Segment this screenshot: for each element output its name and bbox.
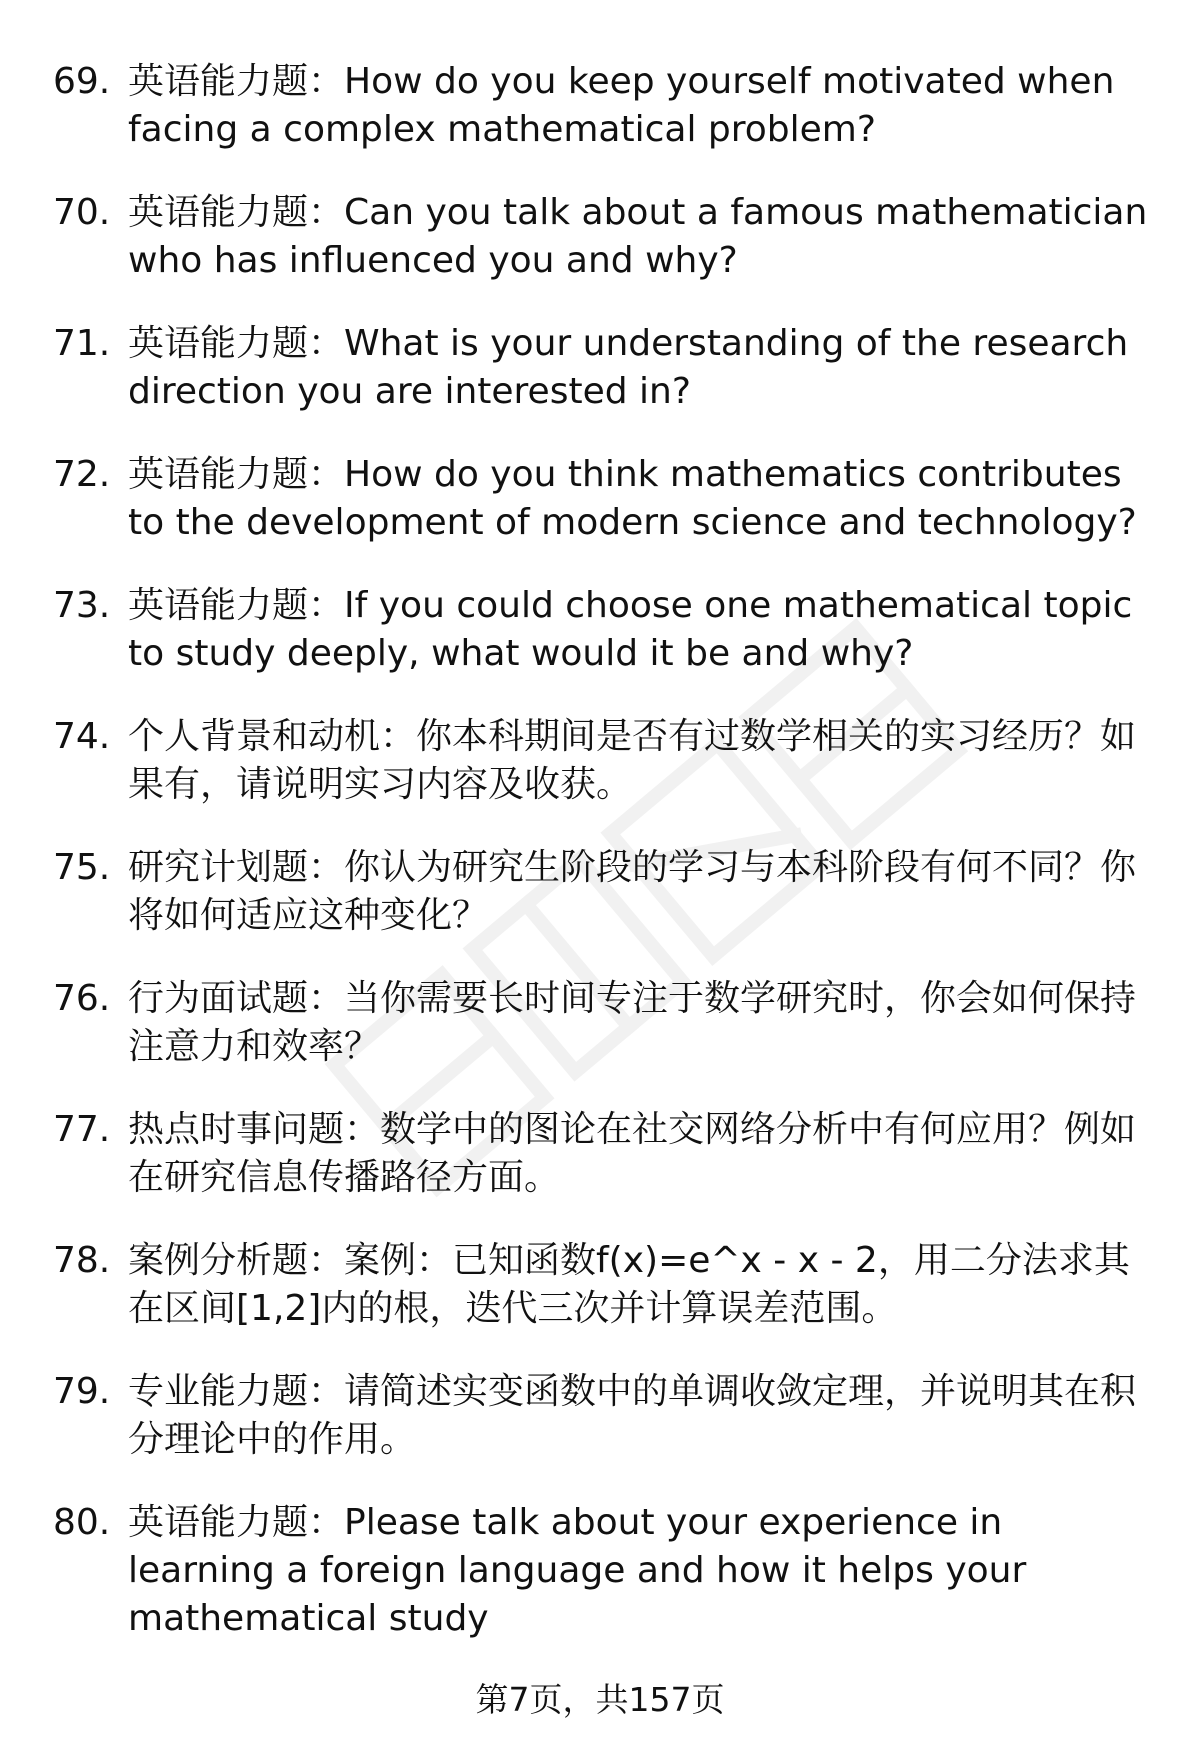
question-item-72 [0,451,1200,547]
question-text: 研究计划题：你认为研究生阶段的学习与本科阶段有何不同？你将如何适应这种变化？ [128,847,1137,936]
question-text: 英语能力题：Can you talk about a famous mathematician who has influenced you and why? [128,192,1148,281]
question-text: 英语能力题：Please talk about your experience in learning a foreign language and how it helps your mathematical study [128,1502,1027,1639]
question-item-80 [0,1499,1200,1643]
question-number: 76. [53,978,111,1019]
question-text: 案例分析题：案例：已知函数f(x)=e^x - x - 2，用二分法求其在区间[1,2]内的根，迭代三次并计算误差范围。 [128,1240,1130,1329]
question-text: 热点时事问题：数学中的图论在社交网络分析中有何应用？例如在研究信息传播路径方面。 [128,1109,1137,1198]
question-text: 英语能力题：How do you think mathematics contributes to the development of modern science and technology? [128,454,1137,543]
question-number: 75. [53,847,111,888]
question-number: 79. [53,1371,111,1412]
question-item-75 [0,844,1200,940]
question-text: 英语能力题：What is your understanding of the research direction you are interested in? [128,323,1129,412]
question-number: 80. [53,1502,111,1543]
question-item-69 [0,58,1200,154]
question-text: 行为面试题：当你需要长时间专注于数学研究时，你会如何保持注意力和效率？ [128,978,1137,1067]
question-item-71 [0,320,1200,416]
question-item-76 [0,975,1200,1071]
question-number: 69. [53,61,111,102]
question-text: 个人背景和动机：你本科期间是否有过数学相关的实习经历？如果有，请说明实习内容及收获。 [128,716,1137,805]
question-list [0,58,1200,1678]
question-text: 英语能力题：How do you keep yourself motivated when facing a complex mathematical problem? [128,61,1115,150]
question-number: 73. [53,585,111,626]
page-footer: 第7页，共157页 [475,1680,725,1719]
question-number: 78. [53,1240,111,1281]
question-text: 英语能力题：If you could choose one mathematical topic to study deeply, what would it be and why? [128,585,1133,674]
question-number: 71. [53,323,111,364]
question-number: 70. [53,192,111,233]
question-number: 74. [53,716,111,757]
question-item-78 [0,1237,1200,1333]
question-item-77 [0,1106,1200,1202]
question-item-70 [0,189,1200,285]
question-number: 72. [53,454,111,495]
question-item-73 [0,582,1200,678]
question-item-74 [0,713,1200,809]
question-item-79 [0,1368,1200,1464]
question-number: 77. [53,1109,111,1150]
question-text: 专业能力题：请简述实变函数中的单调收敛定理，并说明其在积分理论中的作用。 [128,1371,1137,1460]
